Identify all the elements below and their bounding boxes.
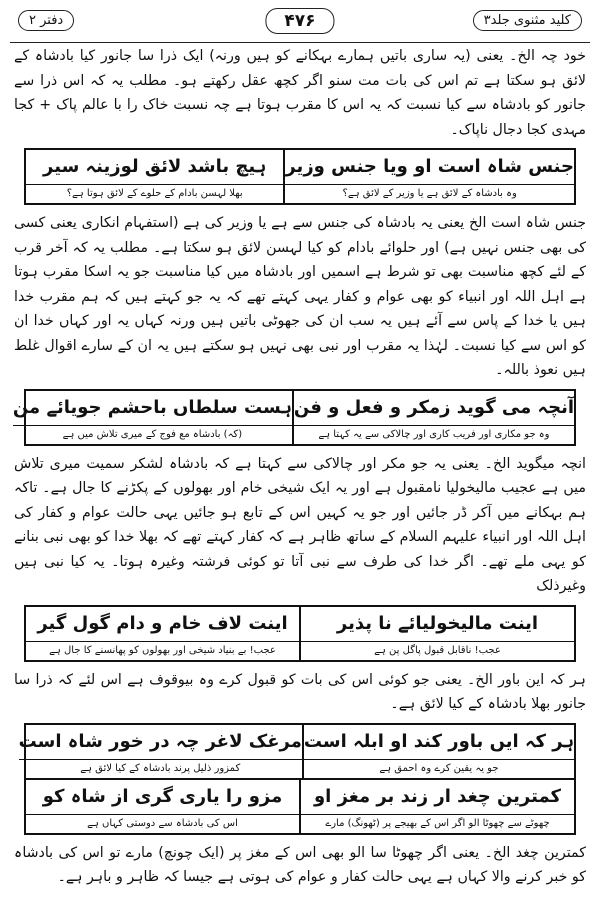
couplet-row [26,150,574,203]
hemistich-left [19,725,304,778]
verse-text: اینت مالیخولیائے نا پذیر [336,612,539,634]
verse-text: ہست سلطاں باحشم جویائے من [12,396,292,418]
verse-text: ہر کہ ایں باور کند او ابلہ است [303,730,574,752]
page-number: ۴۷۶ [265,8,334,34]
hemistich-left [26,150,285,203]
verse-text: آنچہ می گوید زمکر و فعل و فن [293,396,574,418]
verse-text: جنس شاہ است او ویا جنس وزیر [285,156,574,177]
verse-translation: بھلا لہسن بادام کے حلوے کے لائق ہوتا ہے؟ [26,184,283,203]
verse-translation: وہ جو مکاری اور فریب کاری اور چالاکی سے یہ کہتا ہے [294,425,574,444]
hemistich-right [294,391,574,444]
verse-text: مرغک لاغر چہ در خور شاہ است [18,730,302,752]
couplet-box [18,723,576,835]
hemistich-right [304,725,574,778]
paragraph: جنس شاہ است الخ یعنی یہ بادشاہ کی جنس سے ہے یا وزیر کی ہے (استفہام انکاری یعنی کسی کی بھی جنس نہیں ہے) اور حلوائے بادام کو کیا لہسن لائق ہو سکتا ہے۔ مطلب یہ کہ آخر قرب کے لئے کچھ مناسبت بھی تو شرط ہے اسمیں اور بادشاہ میں کیا مناسبت جو یہ اسکا مقرب ہوتا ہے اہل اللہ اور انبیاء کو بھی عوام و کفار یہی کہتے تھے کہ یہ جو کہتے ہیں کہ ہم مقرب خدا ہیں یا خدا کے پاس سے آئے ہیں یہ سب ان کی جھوٹی باتیں ہیں ورنہ کہاں یہ اور کہاں خدا ان کو اس سے کیا نسبت۔ لہٰذا یہ مقرب اور نبی بھی نہیں ہو سکتے ہیں یہ ان کے سارے اقوال غلط ہیں نعوذ باللہ۔ [14,215,586,378]
couplet-box [24,605,576,662]
couplet-row [26,607,574,660]
paragraph: کمترین چغد الخ۔ یعنی اگر چھوٹا سا الو بھی اس کے مغز پر (ایک چونچ) مارے تو اس کی بادشاہ کو خبر کرنے والا کہاں ہے یہی حالت کفار و عوام کی ہوتی ہے جیسا کہ ظاہر و باہر ہے۔ [14,844,586,885]
paragraph: ہر کہ این باور الخ۔ یعنی جو کوئی اس کی بات کو قبول کرے وہ بیوقوف ہے اس لئے کہ ذرا سا جانور بھلا بادشاہ کے کیا لائق ہے۔ [14,671,586,712]
verse-text: ہیچ باشد لائق لوزینہ سیر [43,156,267,177]
volume-label: دفتر ۲ [18,10,74,31]
couplet-row [18,725,574,778]
hemistich-right [301,780,574,833]
paragraph: خود چہ الخ۔ یعنی (یہ ساری باتیں ہمارے بہکانے کو ہیں ورنہ) ایک ذرا سا جانور کیا بادشاہ کے لائق ہو سکتا ہے تم اس کی بات مت سنو اگر کچھ عقل رکھتے ہو۔ مطلب یہ کہ اس ذرا سے جانور کو بادشاہ سے کیا نسبت کہ یہ اس کا مقرب ہوتا ہے چہ نسبت خاک را با عالم پاک + کجا مہدی کجا دجال ناپاک۔ [14,48,586,138]
paragraph: انچہ میگوید الخ۔ یعنی یہ جو مکر اور چالاکی سے کہتا ہے کہ بادشاہ لشکر سمیت میری تلاش میں ہے عجیب مالیخولیا نامقبول ہے اور یہ ایک شیخی خام اور بھولوں کے پکڑنے کا جال ہے۔ تاکہ ہم بہکانے میں آکر ڈر جائیں اور جو یہ کہیں اس کے تابع ہو جائیں یہی حالت عوام و کفار کی اہل اللہ اور انبیاء علیہم السلام کے ساتھ ظاہر ہے کہ کفار کہتے تھے کہ بھلا خدا کو بھی نبی بنانے کو یہی ملے تھے۔ اگر خدا کی طرف سے نبی آتا تو کوئی فرشتہ وغیرہ ہوتا۔ یہ کیا نبی ہیں وغیرذلک [14,455,586,594]
couplet-box [12,389,576,446]
verse-translation: جو یہ یقین کرے وہ احمق ہے [304,759,574,778]
verse-text: کمترین چغد ار زند بر مغز او [313,785,562,807]
couplet-box [24,148,576,205]
header-divider [10,42,590,43]
hemistich-left [26,607,301,660]
hemistich-right [301,607,574,660]
couplet-row [26,778,574,833]
verse-translation: (کہ) بادشاہ مع فوج کے میری تلاش میں ہے [13,425,292,444]
verse-translation: وہ بادشاہ کے لائق ہے یا وزیر کے لائق ہے؟ [285,184,574,203]
couplet-row [12,391,574,444]
verse-text: اینت لاف خام و دام گول گیر [37,612,288,634]
verse-translation: کمزور ذلیل پرند بادشاہ کے کیا لائق ہے [19,759,302,778]
page-header [10,4,590,44]
hemistich-left [13,391,294,444]
book-title: کلید مثنوی جلد۳ [473,10,582,31]
verse-translation: عجب! ناقابل قبول پاگل پن ہے [301,641,574,660]
verse-translation: اس کی بادشاہ سے دوستی کہاں ہے [26,814,299,833]
verse-translation: چھوٹے سے چھوٹا الو اگر اس کے بھیجے پر (ٹھونگ) مارے [301,814,574,833]
verse-translation: عجب! بے بنیاد شیخی اور بھولوں کو پھانسنے کا جال ہے [26,641,299,660]
hemistich-right [285,150,574,203]
verse-text: مزو را یاری گری از شاہ کو [42,785,283,807]
hemistich-left [26,780,301,833]
